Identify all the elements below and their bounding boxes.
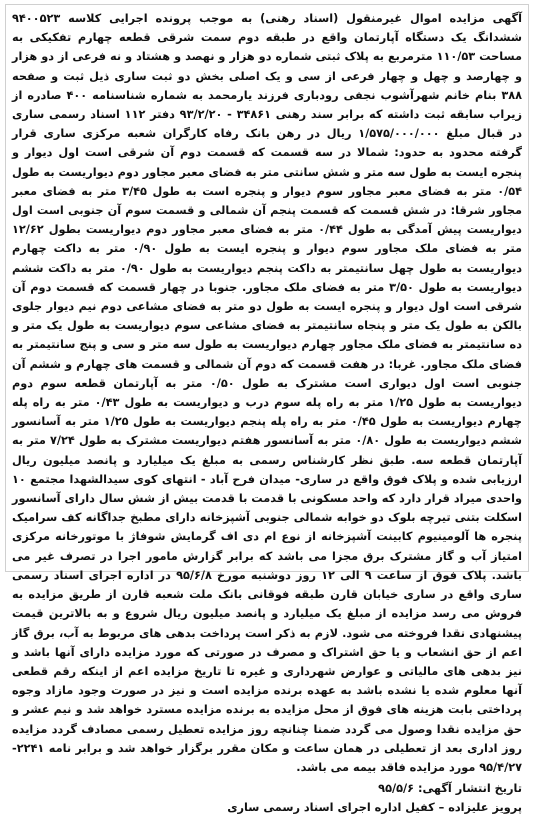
publish-date: تاریخ انتشار آگهی: ۹۵/۵/۶	[378, 782, 522, 796]
notice-body: آگهی مزایده اموال غیرمنقول (اسناد رهنی) به موجب پرونده اجرایی کلاسه ۹۴۰۰۵۲۳ ششدانگ یک دستگاه آپارتمان واقع در طبقه دوم سمت شرقی قطعه چهارم تفکیکی به مساحت ۱۱۰/۵۳ مترمربع به پلاک ثبتی شماره دو هزار و نهصد و هشتاد و نه فرعی از دو هزار و چهارصد و چهل و چهار فرعی از سی و یک اصلی بخش دو ثبت ساری ذیل ثبت و صفحه ۳۸۸ بنام خانم شهرآشوب نجفی رودباری فرزند یارمحمد به شماره شناسنامه ۴۰۰ صادره از زیراب سابقه ثبت داشته که برابر سند رهنی ۳۴۸۶۱ - ۹۳/۲/۲۰ دفتر ۱۱۲ اسناد رسمی ساری در قبال مبلغ ۱/۵۷۵/۰۰۰/۰۰۰ ریال در رهن بانک رفاه کارگران شعبه مرکزی ساری قرار گرفته محدود به حدود: شمالا در سه قسمت که قسمت دوم آن شرقی است اول دیوار و پنجره ایست به طول سه متر و شش سانتی متر به فضای معبر مجاور دوم دیواریست به طول ۰/۵۴ متر به فضای معبر مجاور سوم دیوار و پنجره است به طول ۳/۴۵ متر به فضای معبر مجاور شرقا: در شش قسمت که قسمت پنجم آن شمالی و قسمت سوم آن جنوبی است اول دیواریست پیش آمدگی به طول ۰/۴۴ متر به فضای معبر مجاور دوم دیواریست بطول ۱۲/۶۲ متر به فضای ملک مجاور سوم دیوار و پنجره ایست به طول ۰/۹۰ متر به داکت چهارم دیواریست به طول چهل سانتیمتر به داکت پنجم دیواریست به طول ۰/۹۰ متر به داکت ششم دیواریست به طول ۳/۵۰ متر به فضای ملک مجاور. جنوبا در چهار قسمت که قسمت دوم آن شرقی است اول دیوار و پنجره ایست به طول دو متر به فضای مشاعی دوم نیم دیوار جلوی بالکن به طول یک متر و پنجاه سانتیمتر به فضای مشاعی سوم دیواریست به طول یک متر و ده سانتیمتر به فضای ملک مجاور چهارم دیواریست به طول سه متر و سی و پنج سانتیمتر به فضای ملک مجاور. غربا: در هفت قسمت که دوم آن شمالی و قسمت های چهارم و ششم آن جنوبی است اول دیواری است مشترک به طول ۰/۵۰ متر به آپارتمان قطعه سوم دوم دیواریست به طول ۱/۲۵ متر به راه پله سوم درب و دیواریست به طول ۰/۴۳ متر به راه پله چهارم دیواریست به طول ۰/۴۵ متر به راه پله پنجم دیواریست به طول ۱/۲۵ متر به آسانسور ششم دیواریست به طول ۰/۸۰ متر به آسانسور هفتم دیواریست مشترک به طول ۷/۲۴ متر به آپارتمان قطعه سه. طبق نظر کارشناس رسمی به مبلغ یک میلیارد و پانصد میلیون ریال ارزیابی شده و پلاک فوق واقع در ساری- میدان فرح آباد - انتهای کوی سیدالشهدا مجتمع ۱۰ واحدی میراد قرار دارد که واحد مسکونی با قدمت با قدمت بیش از شش سال دارای آسانسور اسکلت بتنی تیرچه بلوک دو خوابه شمالی جنوبی آشپزخانه دارای مطبخ جداگانه کف سرامیک پنجره ها آلومینیوم کابینت آشپزخانه از نوع ام دی اف گرمایش شوفاژ با موتورخانه مرکزی امتیاز آب و گاز مشترک برق مجزا می باشد که برابر گزارش مامور اجرا در تصرف غیر می باشد. پلاک فوق از ساعت ۹ الی ۱۲ روز دوشنبه مورخ ۹۵/۶/۸ در اداره اجرای اسناد رسمی ساری واقع در ساری خیابان قارن طبقه فوقانی بانک ملت شعبه قارن از طریق مزایده به فروش می رسد مزایده از مبلغ یک میلیارد و پانصد میلیون ریال شروع و به بالاترین قیمت پیشنهادی نقدا فروخته می شود. لازم به ذکر است پرداخت بدهی های مربوط به آب، برق گاز اعم از حق انشعاب و یا حق اشتراک و مصرف در صورتی که مورد مزایده دارای آنها باشد و نیز بدهی های مالیاتی و عوارض شهرداری و غیره تا تاریخ مزایده اعم از اینکه رقم قطعی آنها معلوم شده یا نشده باشد به عهده برنده مزایده است و نیز در صورت وجود مازاد وجوه پرداختی بابت هزینه های فوق از محل مزایده به برنده مزایده مسترد خواهد شد و نیم عشر و حق مزایده نقدا وصول می گردد ضمنا چنانچه روز مزایده تعطیل رسمی مصادف گردد مزایده روز اداری بعد از تعطیلی در همان ساعت و مکان مقرر برگزار خواهد شد و برابر نامه ۲۲۴۱- ۹۵/۴/۲۷ مورد مزایده فاقد بیمه می باشد.	[12, 12, 523, 774]
auction-notice	[5, 4, 529, 815]
notice-footer	[12, 779, 522, 817]
signature-line: پرویز علیزاده – کفیل اداره اجرای اسناد رسمی ساری	[227, 801, 522, 815]
